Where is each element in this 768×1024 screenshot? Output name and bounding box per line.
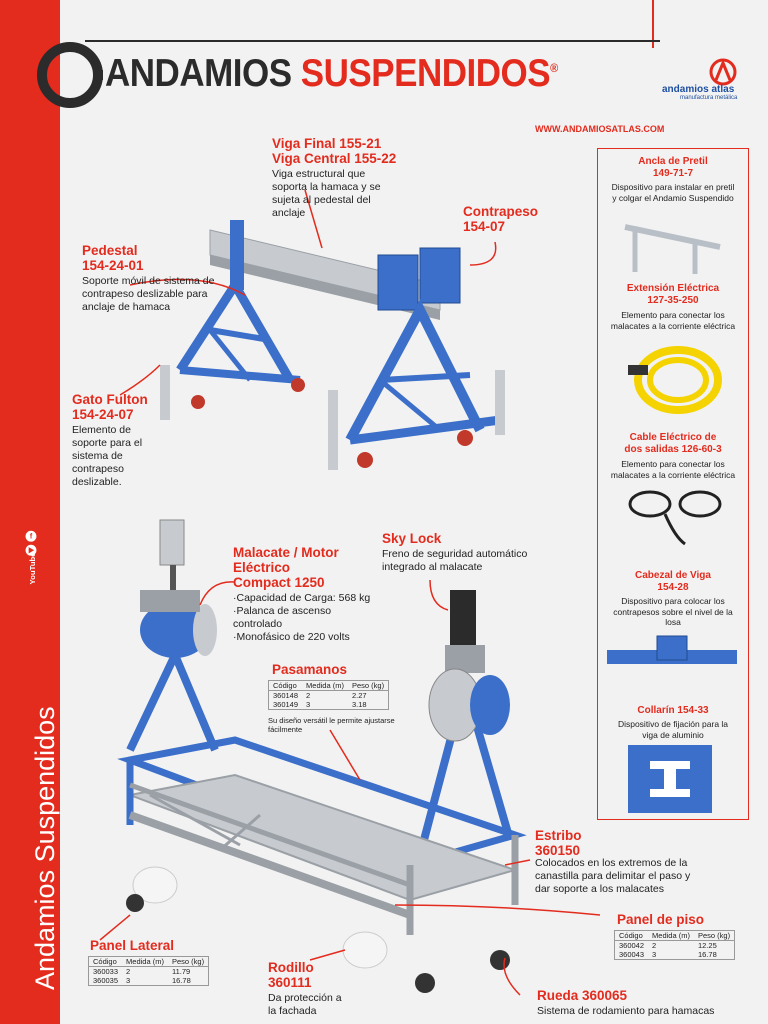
- sidebar-band: [0, 0, 60, 1024]
- header-rule: [85, 40, 660, 42]
- panellateral-title: Panel Lateral: [90, 938, 175, 953]
- skylock-title: Sky Lock: [382, 531, 442, 546]
- brand-tagline: manufactura metálica: [680, 95, 738, 101]
- rodillo-title: Rodillo 360111: [268, 960, 314, 990]
- pasamanos-table: Código Medida (m) Peso (kg) 360148 2 2.27 360149 3 3.18: [268, 680, 389, 710]
- collarin-image: [628, 745, 712, 813]
- dual-cable-image: [625, 482, 725, 552]
- pasamanos-note: Su diseño versátil le permite ajustarse fácilmente: [268, 716, 395, 734]
- estribo-desc: Colocados en los extremos de la canastilla para delimitar el paso y dar soporte a los malacates: [535, 857, 691, 895]
- website-link[interactable]: WWW.ANDAMIOSATLAS.COM: [535, 124, 665, 134]
- viga-title: Viga Final 155-21 Viga Central 155-22: [272, 136, 397, 166]
- side-item-desc: Dispositivo para instalar en pretil y colgar el Andamio Suspendido: [611, 182, 735, 203]
- rodillo-desc: Da protección a la fachada: [268, 992, 342, 1017]
- table-row: 360148 2 2.27: [273, 691, 367, 700]
- side-item-desc: Elemento para conectar los malacates a la corriente eléctrica: [610, 310, 736, 331]
- contrapeso-title: Contrapeso 154-07: [463, 204, 539, 234]
- side-item-title: Ancla de Pretil 149-71-7: [638, 156, 708, 179]
- side-item-desc: Elemento para conectar los malacates a la corriente eléctrica: [610, 459, 736, 480]
- table-row: 360042 2 12.25: [619, 941, 717, 950]
- malacate-bullets: ·Capacidad de Carga: 568 kg ·Palanca de ascenso controlado ·Monofásico de 220 volts: [233, 592, 371, 643]
- malacate-title: Malacate / Motor Eléctrico Compact 1250: [233, 545, 339, 590]
- svg-text:f: f: [29, 533, 33, 541]
- panelpiso-table: Código Medida (m) Peso (kg) 360042 2 12.25 360043 3 16.78: [614, 930, 735, 960]
- table-row: 360033 2 11.79: [93, 967, 191, 976]
- side-item-title: Cable Eléctrico de dos salidas 126-60-3: [624, 432, 722, 455]
- side-item-title: Collarín 154-33: [637, 705, 709, 716]
- side-item-title: Extensión Eléctrica 127-35-250: [626, 283, 720, 306]
- side-item-desc: Dispositivo de fijación para la viga de aluminio: [617, 719, 729, 740]
- pasamanos-title: Pasamanos: [272, 662, 348, 677]
- viga-desc: Viga estructural que soporta la hamaca y se sujeta al pedestal del anclaje: [272, 168, 381, 219]
- panelpiso-title: Panel de piso: [617, 912, 705, 927]
- pedestal-title: Pedestal 154-24-01: [82, 243, 144, 273]
- pedestal-desc: Soporte móvil de sistema de contrapeso deslizable para anclaje de hamaca: [82, 275, 215, 313]
- social-icons: [20, 530, 42, 620]
- atlas-logo-icon: [708, 58, 738, 86]
- brand-name: andamios atlas: [662, 84, 735, 95]
- rueda-title: Rueda 360065: [537, 988, 628, 1003]
- estribo-title: Estribo 360150: [535, 828, 582, 858]
- cabezal-viga-image: [605, 628, 740, 673]
- extension-cable-image: [620, 335, 730, 425]
- side-item-desc: Dispositivo para colocar los contrapesos sobre el nivel de la losa: [613, 596, 733, 627]
- page-title: ANDAMIOS SUSPENDIDOS®: [105, 52, 558, 95]
- table-row: 360149 3 3.18: [273, 700, 367, 709]
- table-row: 360043 3 16.78: [619, 950, 717, 959]
- side-item-title: Cabezal de Viga 154-28: [635, 570, 711, 593]
- youtube-label: YouTube: [27, 552, 37, 585]
- rueda-desc: Sistema de rodamiento para hamacas: [537, 1005, 715, 1017]
- youtube-icon[interactable]: [20, 530, 42, 600]
- ancla-pretil-image: [615, 212, 730, 277]
- table-row: 360035 3 16.78: [93, 976, 191, 985]
- skylock-desc: Freno de seguridad automático integrado al malacate: [382, 548, 528, 573]
- gato-desc: Elemento de soporte para el sistema de contrapeso deslizable.: [72, 424, 143, 488]
- gato-title: Gato Fulton 154-24-07: [72, 392, 148, 422]
- panellateral-table: Código Medida (m) Peso (kg) 360033 2 11.79 360035 3 16.78: [88, 956, 209, 986]
- sidebar-title: Andamios Suspendidos: [30, 706, 60, 990]
